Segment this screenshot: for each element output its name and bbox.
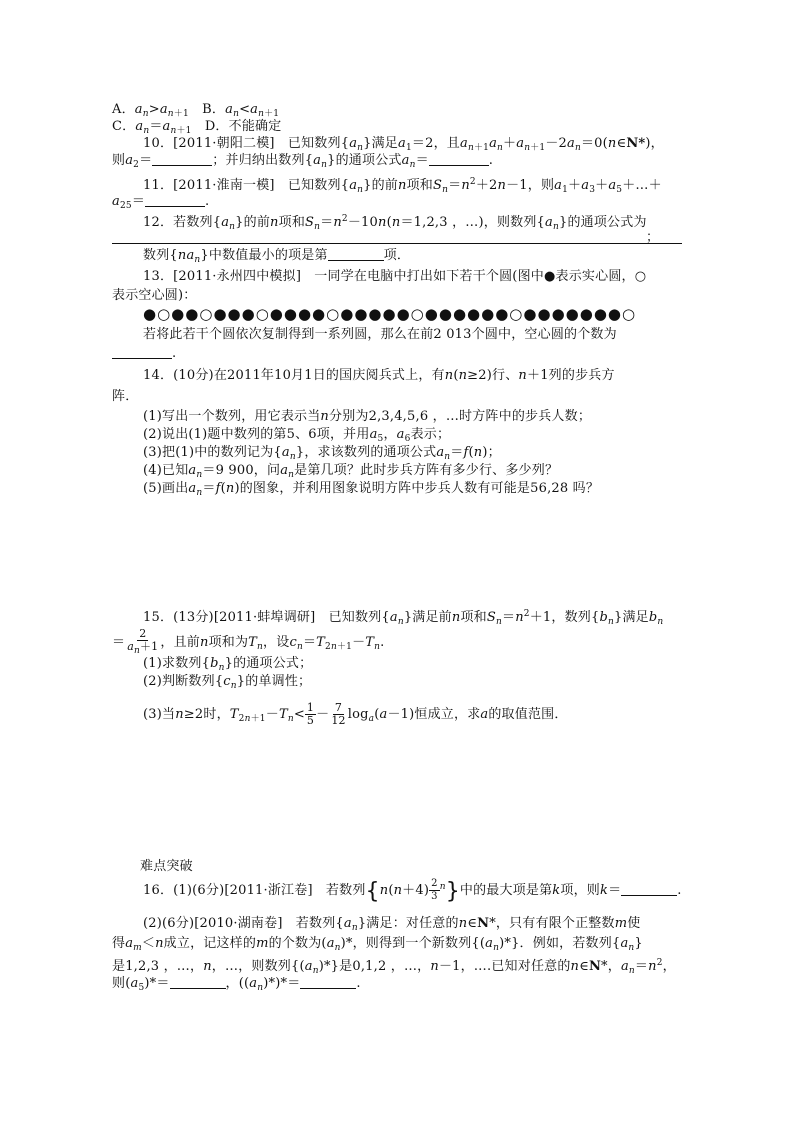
q12-line1: 12．若数列$\{a_n\}$的前n项和$S_n=n^2-10n(n=1,2,3$ ，…)，则数列$\{a_n\}$的通项公式为 (143, 214, 647, 232)
q16-blank2[interactable] (170, 976, 226, 989)
q15-fraction: $\frac{2}{a_n+1}$ (127, 627, 159, 656)
q15-part3: (3)当n≥2时，$T_{2n+1}-T_n<$ $\frac{1}{5}$ － $\frac{7}{12}$ $\log_a(a-1)$恒成立，求a的取值范围． (143, 701, 568, 727)
q13-line4: 若将此若干个圆依次复制得到一系列圆，那么在前2 013个圆中，空心圆的个数为 (143, 327, 617, 342)
q15-part2: (2)判断数列$\{c_n\}$的单调性； (143, 674, 312, 691)
q15-part1: (1)求数列$\{b_n\}$的通项公式； (143, 656, 313, 673)
q13-blank[interactable] (112, 346, 172, 359)
q9-options-cd: C．$a_n=a_{n+1}$ D．不能确定 (112, 119, 282, 136)
q10-blank2[interactable] (429, 153, 489, 166)
q16-blank1[interactable] (621, 883, 677, 896)
q12-semicolon: ； (646, 230, 660, 245)
q12-blank[interactable] (328, 248, 384, 261)
q15-line1: 15．(13分)[2011·蚌埠调研] 已知数列$\{a_n\}$满足前n项和$S_n=n^2+1$，数列$\{b_n\}$满足$b_n$ (143, 609, 664, 627)
q16-blank3[interactable] (300, 976, 356, 989)
q12-answer-line[interactable] (112, 243, 682, 244)
q11-line2: $a_{25}=$ . (112, 194, 210, 211)
q16-part1: 16．(1)(6分)[2011·浙江卷] 若数列{n(n＋4) $\frac{2}{3}$ $^n$}中的最大项是第k项，则k＝ . (143, 878, 682, 904)
q12-line2: 数列$\{na_n\}$中数值最小的项是第 项． (143, 248, 411, 265)
q9-options-ab: A．$a_n>a_{n+1}$ B．$a_n<a_{n+1}$ (112, 102, 280, 119)
section-title-hard: 难点突破 (140, 859, 193, 874)
q13-line5: . (112, 345, 176, 362)
q16-part2-line3: 是1,2,3 ，…，n，…，则数列$\{(a_n)*\}$是0,1,2 ，…，n－1，….已知对任意的n∈N*，$a_n=n^2$， (112, 958, 676, 976)
q10-line1: 10．[2011·朝阳二模] 已知数列$\{a_n\}$满足$a_1=2$，且$a_{n+1}a_n+a_{n+1}-2a_n=0(n\in N*)$， (143, 136, 664, 153)
q15-line2: ＝ $\frac{2}{a_n+1}$ ，且前n项和为$T_n$，设$c_n=T_{2n+1}-T_n$. (112, 627, 385, 656)
q14-line2: 阵． (112, 389, 139, 404)
q14-part3: (3)把(1)中的数列记为$\{a_n\}$，求该数列的通项公式$a_n=f(n)$； (143, 445, 501, 462)
q14-part4: (4)已知$a_n=9$ 900，问$a_n$是第几项？此时步兵方阵有多少行、多少列？ (143, 463, 559, 480)
q16-part2-line1: (2)(6分)[2010·湖南卷] 若数列$\{a_n\}$满足：对任意的n∈N*，只有有限个正整数m使 (143, 916, 641, 933)
q14-part1: (1)写出一个数列，用它表示当n分别为2,3,4,5,6 ，…时方阵中的步兵人数； (143, 409, 592, 424)
q16-part2-line2: 得$a_m<n$成立，记这样的m的个数为$(a_n)*$，则得到一个新数列$\{(a_n)*\}$．例如，若数列$\{a_n\}$ (112, 936, 643, 953)
q13-line2: 表示空心圆)： (112, 288, 197, 303)
q13-circle-sequence: ●○●●○●●●○●●●●○●●●●●○●●●●●●○●●●●●●●○ (143, 305, 637, 323)
q13-line1: 13．[2011·永州四中模拟] 一同学在电脑中打出如下若干个圆(图中●表示实心圆，○ (143, 269, 647, 284)
q10-line2: 则$a_2=$ ；并归纳出数列$\{a_n\}$的通项公式$a_n=$ . (112, 153, 494, 170)
q11-blank[interactable] (145, 194, 205, 207)
q14-line1: 14．(10分)在2011年10月1日的国庆阅兵式上，有n(n≥2)行、n＋1列的步兵方 (143, 368, 615, 383)
q10-blank1[interactable] (152, 153, 212, 166)
q14-part2: (2)说出(1)题中数列的第5、6项，并用$a_5$，$a_6$表示； (143, 427, 451, 444)
q16-part2-line4: 则$(a_5)*=$ ，$((a_n)*)*=$ . (112, 976, 361, 993)
q14-part5: (5)画出$a_n=f(n)$的图象，并利用图象说明方阵中步兵人数有可能是56,28 吗？ (143, 481, 600, 498)
q11-line1: 11．[2011·淮南一模] 已知数列$\{a_n\}$的前n项和$S_n=n^2+2n-1$，则$a_1+a_3+a_5+\dots+$ (143, 177, 662, 195)
